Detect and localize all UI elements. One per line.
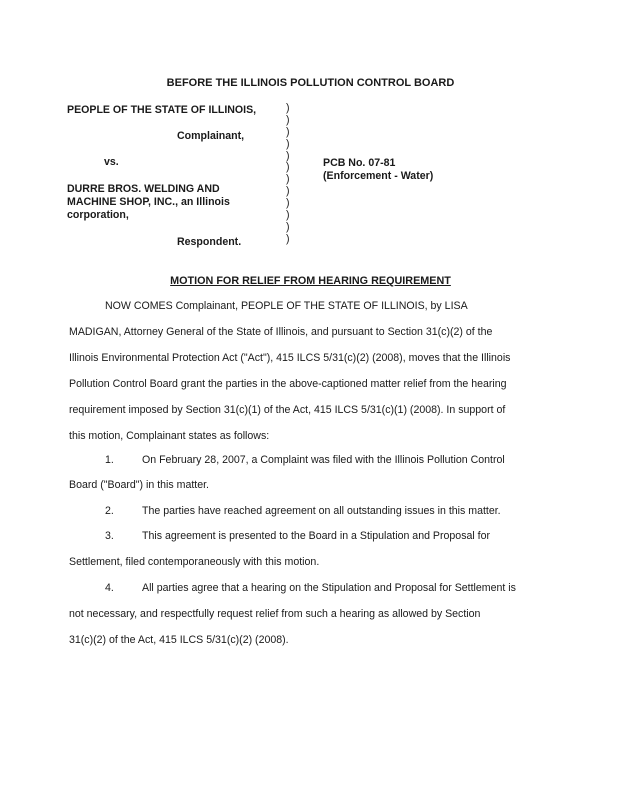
paren: ) [286, 102, 290, 114]
paren: ) [286, 161, 290, 174]
case-number: PCB No. 07-81 [323, 157, 396, 169]
intro-line: Pollution Control Board grant the parties in the above-captioned matter relief from the hearing [69, 378, 507, 390]
item-number: 4. [105, 582, 114, 594]
intro-line: this motion, Complainant states as follows: [69, 430, 270, 442]
item-text: not necessary, and respectfully request relief from such a hearing as allowed by Section [69, 608, 481, 620]
item-number: 1. [105, 454, 114, 466]
item-text: On February 28, 2007, a Complaint was filed with the Illinois Pollution Control [142, 454, 505, 466]
paren: ) [286, 173, 290, 186]
caption-complainant-label: Complainant, [177, 130, 245, 142]
intro-line: requirement imposed by Section 31(c)(1) of the Act, 415 ILCS 5/31(c)(1) (2008). In support of [69, 404, 506, 416]
item-number: 3. [105, 530, 114, 542]
case-type: (Enforcement - Water) [323, 170, 434, 182]
paren: ) [286, 220, 290, 233]
paren: ) [286, 113, 290, 126]
board-title: BEFORE THE ILLINOIS POLLUTION CONTROL BOARD [166, 77, 455, 89]
caption-plaintiff: PEOPLE OF THE STATE OF ILLINOIS, [67, 104, 257, 116]
paren: ) [286, 149, 290, 162]
item-text: 31(c)(2) of the Act, 415 ILCS 5/31(c)(2) (2008). [69, 634, 289, 646]
caption-respondent-label: Respondent. [177, 236, 242, 248]
paren: ) [286, 125, 290, 138]
caption-versus: vs. [104, 156, 119, 168]
item-text: Board ("Board") in this matter. [69, 479, 209, 491]
paren: ) [286, 232, 290, 245]
caption-defendant-line1: DURRE BROS. WELDING AND [67, 183, 220, 195]
item-number: 2. [105, 505, 114, 517]
caption-parentheses [286, 103, 294, 246]
item-text: All parties agree that a hearing on the Stipulation and Proposal for Settlement is [142, 582, 516, 594]
item-text: The parties have reached agreement on all outstanding issues in this matter. [142, 505, 501, 517]
paren: ) [286, 137, 290, 150]
paren: ) [286, 185, 290, 198]
paren: ) [286, 209, 290, 222]
item-text: This agreement is presented to the Board in a Stipulation and Proposal for [142, 530, 491, 542]
caption-defendant-line3: corporation, [67, 209, 129, 221]
item-text: Settlement, filed contemporaneously with this motion. [69, 556, 320, 568]
motion-title: MOTION FOR RELIEF FROM HEARING REQUIREMENT [170, 275, 451, 287]
intro-line: NOW COMES Complainant, PEOPLE OF THE STATE OF ILLINOIS, by LISA [105, 300, 468, 312]
caption-defendant-line2: MACHINE SHOP, INC., an Illinois [67, 196, 230, 208]
paren: ) [286, 197, 290, 210]
intro-line: MADIGAN, Attorney General of the State of Illinois, and pursuant to Section 31(c)(2) of the [69, 326, 493, 338]
intro-line: Illinois Environmental Protection Act ("Act"), 415 ILCS 5/31(c)(2) (2008), moves that the Illinois [69, 352, 511, 364]
